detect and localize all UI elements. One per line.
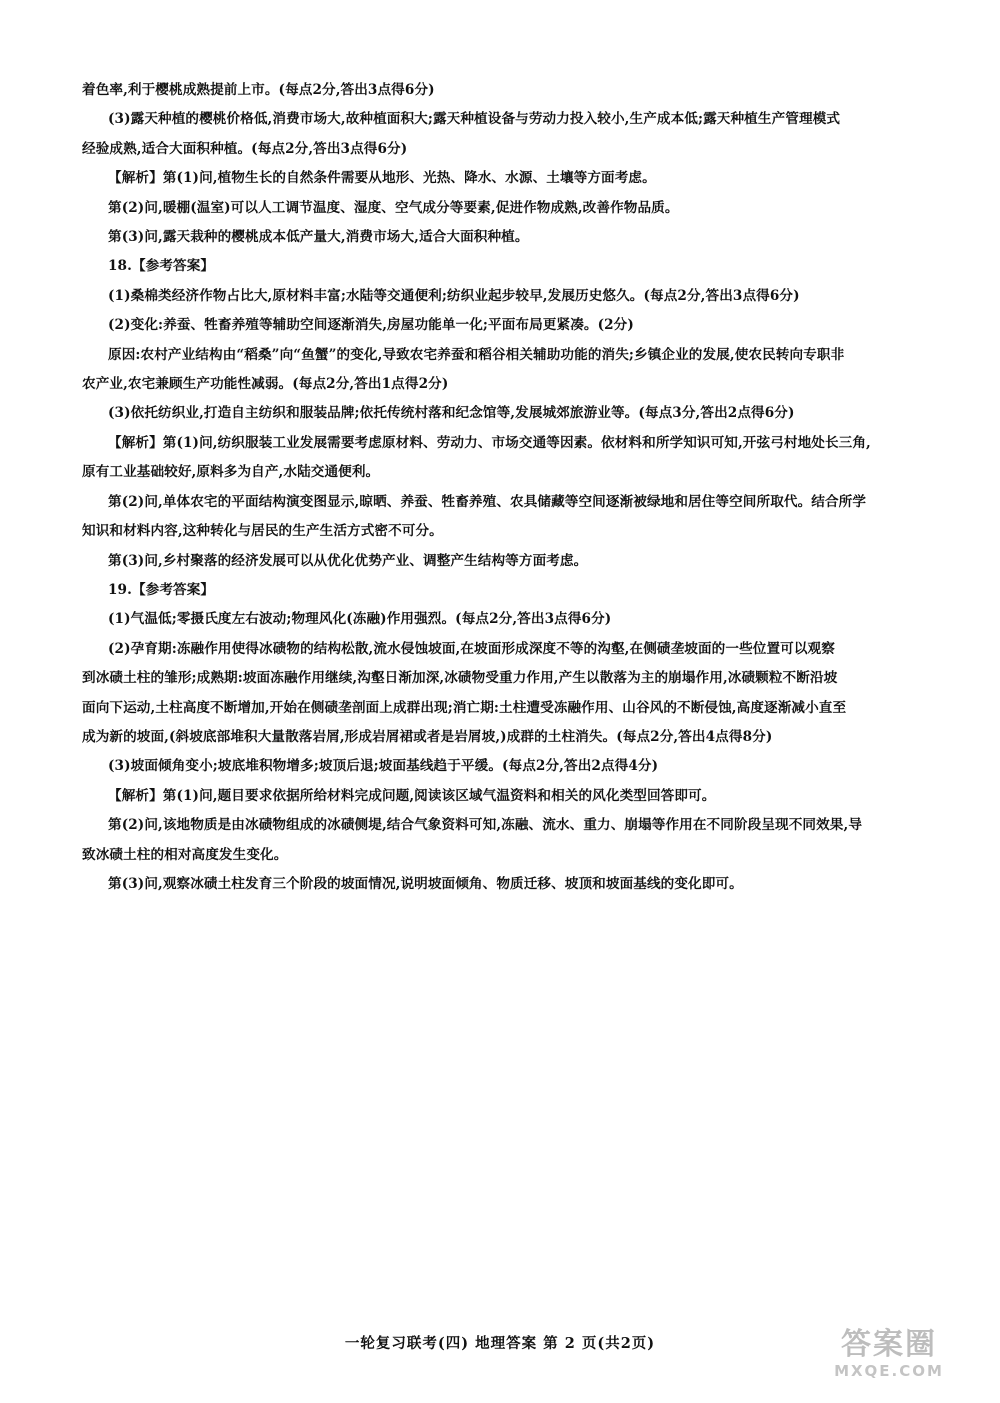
text-line: 知识和材料内容,这种转化与居民的生产生活方式密不可分。 bbox=[82, 523, 443, 540]
text-line: 第(3)问,乡村聚落的经济发展可以从优化优势产业、调整产生结构等方面考虑。 bbox=[108, 552, 588, 569]
text-line: 【解析】第(1)问,纺织服装工业发展需要考虑原材料、劳动力、市场交通等因素。依材料和所学知识可知,开弦弓村地处长三角, bbox=[108, 434, 871, 451]
text-line: 致冰碛土柱的相对高度发生变化。 bbox=[82, 846, 288, 863]
text-line: 第(3)问,露天栽种的樱桃成本低产量大,消费市场大,适合大面积种植。 bbox=[108, 229, 529, 246]
text-line: (2)孕育期:冻融作用使得冰碛物的结构松散,流水侵蚀坡面,在坡面形成深度不等的沟壑,在侧碛垄坡面的一些位置可以观察 bbox=[108, 640, 835, 657]
text-line: 经验成熟,适合大面积种植。(每点2分,答出3点得6分) bbox=[82, 140, 408, 157]
text-line: (3)坡面倾角变小;坡底堆积物增多;坡顶后退;坡面基线趋于平缓。(每点2分,答出2点得4分) bbox=[108, 758, 659, 775]
text-line: (3)露天种植的樱桃价格低,消费市场大,故种植面积大;露天种植设备与劳动力投入较小,生产成本低;露天种植生产管理模式 bbox=[108, 111, 841, 128]
text-line: (1)气温低;零摄氏度左右波动;物理风化(冻融)作用强烈。(每点2分,答出3点得6分) bbox=[108, 611, 612, 628]
text-line: 第(2)问,暖棚(温室)可以人工调节温度、湿度、空气成分等要素,促进作物成熟,改善作物品质。 bbox=[108, 199, 679, 216]
document-body bbox=[82, 76, 922, 899]
text-line: 成为新的坡面,(斜坡底部堆积大量散落岩屑,形成岩屑裙或者是岩屑坡,)成群的土柱消失。(每点2分,答出4点得8分) bbox=[82, 728, 773, 745]
text-line: 到冰碛土柱的雏形;成熟期:坡面冻融作用继续,沟壑日渐加深,冰碛物受重力作用,产生以散落为主的崩塌作用,冰碛颗粒不断沿坡 bbox=[82, 670, 838, 687]
text-line: (1)桑棉类经济作物占比大,原材料丰富;水陆等交通便利;纺织业起步较早,发展历史悠久。(每点2分,答出3点得6分) bbox=[108, 287, 800, 304]
watermark-logo-text: 答案圈 bbox=[841, 1327, 937, 1362]
text-line: 原因:农村产业结构由“稻桑”向“鱼蟹”的变化,导致农宅养蚕和稻谷相关辅助功能的消失;乡镇企业的发展,使农民转向专职非 bbox=[108, 346, 845, 363]
watermark-logo bbox=[804, 1329, 974, 1389]
page-footer: 一轮复习联考(四) 地理答案 第 2 页(共2页) bbox=[344, 1335, 656, 1352]
text-line: 着色率,利于樱桃成熟提前上市。(每点2分,答出3点得6分) bbox=[82, 82, 435, 98]
text-line: 【解析】第(1)问,题目要求依据所给材料完成问题,阅读该区域气温资料和相关的风化类型回答即可。 bbox=[108, 787, 716, 804]
watermark-site: MXQE.COM bbox=[834, 1362, 944, 1380]
text-line: (3)依托纺织业,打造自主纺织和服装品牌;依托传统村落和纪念馆等,发展城郊旅游业等。(每点3分,答出2点得6分) bbox=[108, 405, 795, 422]
text-line: 面向下运动,土柱高度不断增加,开始在侧碛垄剖面上成群出现;消亡期:土柱遭受冻融作用、山谷风的不断侵蚀,高度逐渐减小直至 bbox=[82, 699, 847, 716]
text-line: 第(2)问,该地物质是由冰碛物组成的冰碛侧堤,结合气象资料可知,冻融、流水、重力、崩塌等作用在不同阶段呈现不同效果,导 bbox=[108, 817, 863, 834]
text-line: 【解析】第(1)问,植物生长的自然条件需要从地形、光热、降水、水源、土壤等方面考虑。 bbox=[108, 170, 656, 187]
text-line: 18.【参考答案】 bbox=[108, 258, 215, 275]
text-line: 19.【参考答案】 bbox=[108, 581, 215, 598]
text-line: 第(3)问,观察冰碛土柱发育三个阶段的坡面情况,说明坡面倾角、物质迁移、坡顶和坡面基线的变化即可。 bbox=[108, 875, 743, 892]
text-line: (2)变化:养蚕、牲畜养殖等辅助空间逐渐消失,房屋功能单一化;平面布局更紧凑。(2分) bbox=[108, 317, 634, 334]
text-line: 第(2)问,单体农宅的平面结构演变图显示,晾晒、养蚕、牲畜养殖、农具储藏等空间逐渐被绿地和居住等空间所取代。结合所学 bbox=[108, 493, 867, 510]
text-line: 农产业,农宅兼顾生产功能性减弱。(每点2分,答出1点得2分) bbox=[82, 376, 449, 393]
text-line: 原有工业基础较好,原料多为自产,水陆交通便利。 bbox=[82, 464, 380, 481]
